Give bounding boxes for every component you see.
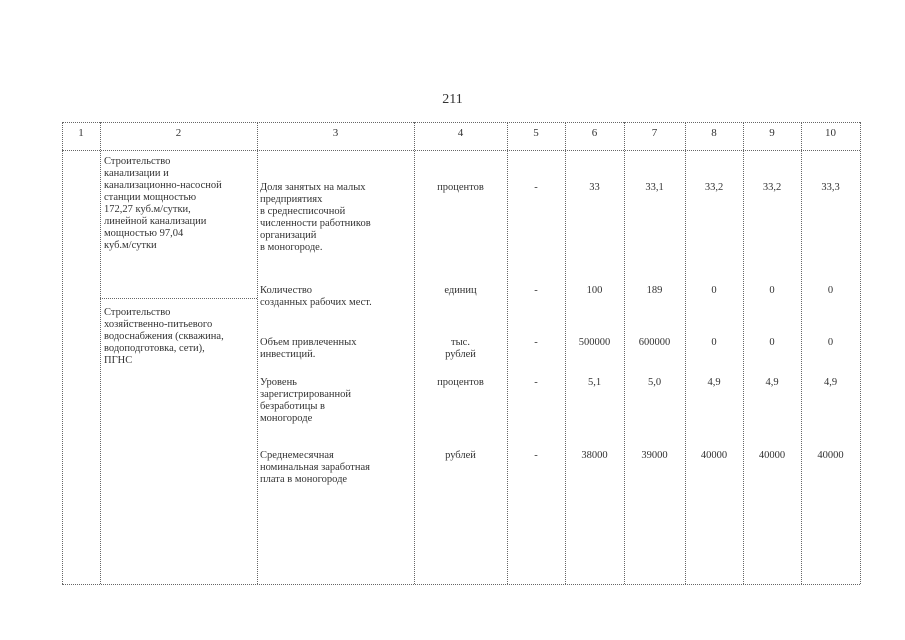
value-cell: 38000 bbox=[581, 450, 608, 461]
value-cell: 33,1 bbox=[645, 182, 664, 193]
project-description: Строительство канализации и канализационно-насосной станции мощностью 172,27 куб.м/сутки, линейной канализации мощностью 97,04 куб.м/сутки bbox=[104, 156, 222, 251]
value-cell: - bbox=[534, 285, 538, 296]
value-cell: 33,3 bbox=[821, 182, 840, 193]
header-cell: 1 bbox=[78, 127, 84, 139]
header-cell: 2 bbox=[175, 127, 182, 139]
value-cell: - bbox=[534, 182, 538, 193]
value-cell: 4,9 bbox=[707, 377, 721, 388]
value-cell: 0 bbox=[769, 285, 775, 296]
table-bottom-border bbox=[62, 584, 860, 585]
indicator-name: Количество созданных рабочих мест. bbox=[260, 285, 372, 308]
value-cell: 40000 bbox=[817, 450, 844, 461]
value-cell: - bbox=[534, 377, 538, 388]
value-cell: 0 bbox=[711, 285, 717, 296]
unit-cell: тыс. рублей bbox=[445, 337, 476, 360]
indicator-name: Среднемесячная номинальная заработная плата в моногороде bbox=[260, 450, 370, 485]
unit-cell: рублей bbox=[445, 450, 476, 461]
value-cell: 600000 bbox=[638, 337, 671, 348]
indicator-name: Уровень зарегистрированной безработицы в моногороде bbox=[260, 377, 351, 424]
value-cell: 5,1 bbox=[587, 377, 602, 388]
value-cell: 5,0 bbox=[647, 377, 662, 388]
header-cell: 7 bbox=[651, 127, 658, 139]
unit-cell: единиц bbox=[444, 285, 477, 296]
project-description: Строительство хозяйственно-питьевого водоснабжения (скважина, водоподготовка, сети), ПГНС bbox=[104, 307, 224, 366]
value-cell: - bbox=[534, 450, 538, 461]
col-line bbox=[62, 122, 63, 584]
header-cell: 9 bbox=[769, 127, 775, 139]
table-top-border bbox=[62, 122, 860, 123]
value-cell: 0 bbox=[827, 337, 834, 348]
value-cell: - bbox=[534, 337, 538, 348]
value-cell: 500000 bbox=[578, 337, 611, 348]
header-cell: 6 bbox=[591, 127, 598, 139]
header-cell: 3 bbox=[332, 127, 339, 139]
page-number: 211 bbox=[442, 92, 463, 107]
indicator-name: Доля занятых на малых предприятиях в среднесписочной численности работников организаций в моногороде. bbox=[260, 182, 371, 253]
value-cell: 33,2 bbox=[704, 182, 724, 193]
value-cell: 33 bbox=[589, 182, 600, 193]
value-cell: 40000 bbox=[700, 450, 728, 461]
header-cell: 4 bbox=[457, 127, 464, 139]
value-cell: 100 bbox=[586, 285, 603, 296]
value-cell: 0 bbox=[769, 337, 775, 348]
project-divider bbox=[100, 298, 257, 299]
unit-cell: процентов bbox=[437, 377, 484, 388]
value-cell: 39000 bbox=[641, 450, 668, 461]
value-cell: 0 bbox=[711, 337, 717, 348]
header-cell: 5 bbox=[533, 127, 539, 139]
value-cell: 4,9 bbox=[765, 377, 779, 388]
header-cell: 8 bbox=[711, 127, 717, 139]
value-cell: 0 bbox=[827, 285, 834, 296]
value-cell: 33,2 bbox=[762, 182, 782, 193]
indicator-name: Объем привлеченных инвестиций. bbox=[260, 337, 357, 360]
value-cell: 189 bbox=[646, 285, 663, 296]
header-bottom-border bbox=[62, 150, 860, 151]
unit-cell: процентов bbox=[437, 182, 484, 193]
value-cell: 4,9 bbox=[823, 377, 838, 388]
col-line bbox=[257, 122, 258, 584]
col-line bbox=[860, 122, 861, 584]
value-cell: 40000 bbox=[758, 450, 786, 461]
col-line bbox=[100, 122, 101, 584]
header-cell: 10 bbox=[825, 127, 836, 139]
